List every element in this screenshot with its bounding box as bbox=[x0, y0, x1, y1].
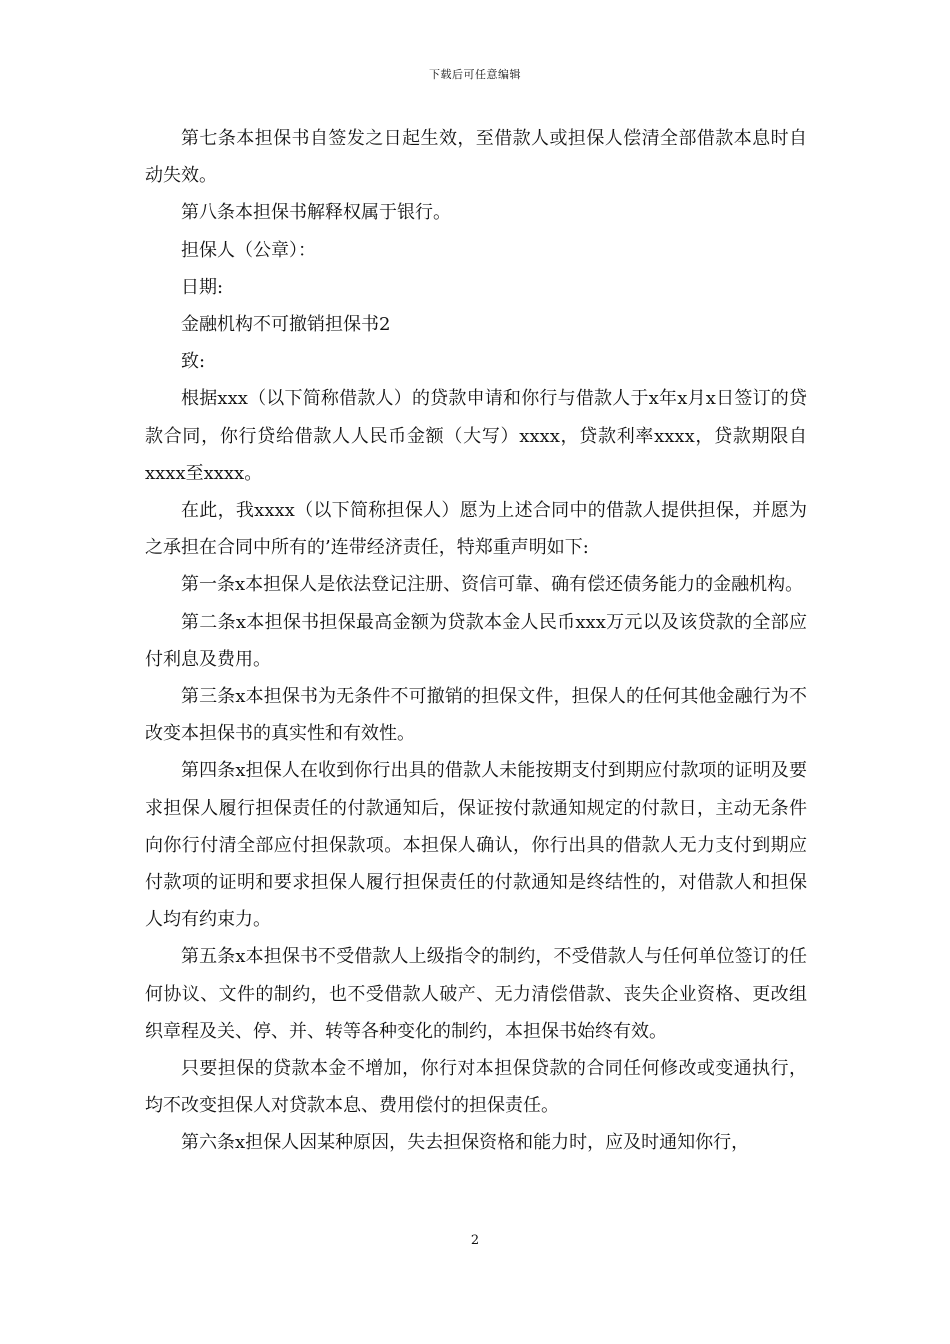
article-4: 第四条x担保人在收到你行出具的借款人未能按期支付到期应付款项的证明及要求担保人履行担保责任的付款通知后，保证按付款通知规定的付款日，主动无条件向你行付清全部应付担保款项。本担保人确认，你行出具的借款人无力支付到期应付款项的证明和要求担保人履行担保责任的付款通知是终结性的，对借款人和担保人均有约束力。 bbox=[145, 760, 807, 931]
article-2: 第二条x本担保书担保最高金额为贷款本金人民币xxx万元以及该贷款的全部应付利息及费用。 bbox=[145, 611, 807, 670]
paragraph: 日期: bbox=[181, 276, 224, 298]
paragraph: 第七条本担保书自签发之日起生效，至借款人或担保人偿清全部借款本息时自动失效。 bbox=[145, 128, 807, 187]
document-title: 金融机构不可撤销担保书2 bbox=[181, 314, 391, 336]
article-3: 第三条x本担保书为无条件不可撤销的担保文件，担保人的任何其他金融行为不改变本担保书的真实性和有效性。 bbox=[145, 686, 807, 745]
paragraph: 第八条本担保书解释权属于银行。 bbox=[181, 202, 451, 224]
paragraph: 根据xxx（以下简称借款人）的贷款申请和你行与借款人于x年x月x日签订的贷款合同，你行贷给借款人人民币金额（大写）xxxx，贷款利率xxxx，贷款期限自xxxx至xxxx。 bbox=[145, 388, 807, 484]
page-header: 下载后可任意编辑 bbox=[429, 68, 521, 81]
paragraph: 担保人（公章）： bbox=[181, 239, 316, 261]
page-number: 2 bbox=[470, 1233, 480, 1248]
document-body bbox=[145, 120, 807, 1162]
article-6: 第六条x担保人因某种原因，失去担保资格和能力时，应及时通知你行， bbox=[181, 1132, 750, 1154]
paragraph: 在此，我xxxx（以下简称担保人）愿为上述合同中的借款人提供担保，并愿为之承担在合同中所有的’连带经济责任，特郑重声明如下: bbox=[145, 500, 807, 559]
salutation: 致: bbox=[181, 351, 206, 373]
article-1: 第一条x本担保人是依法登记注册、资信可靠、确有偿还债务能力的金融机构。 bbox=[181, 574, 804, 596]
paragraph: 只要担保的贷款本金不增加，你行对本担保贷款的合同任何修改或变通执行，均不改变担保人对贷款本息、费用偿付的担保责任。 bbox=[145, 1058, 807, 1117]
article-5: 第五条x本担保书不受借款人上级指令的制约，不受借款人与任何单位签订的任何协议、文件的制约，也不受借款人破产、无力清偿借款、丧失企业资格、更改组织章程及关、停、并、转等各种变化的制约，本担保书始终有效。 bbox=[145, 946, 807, 1042]
